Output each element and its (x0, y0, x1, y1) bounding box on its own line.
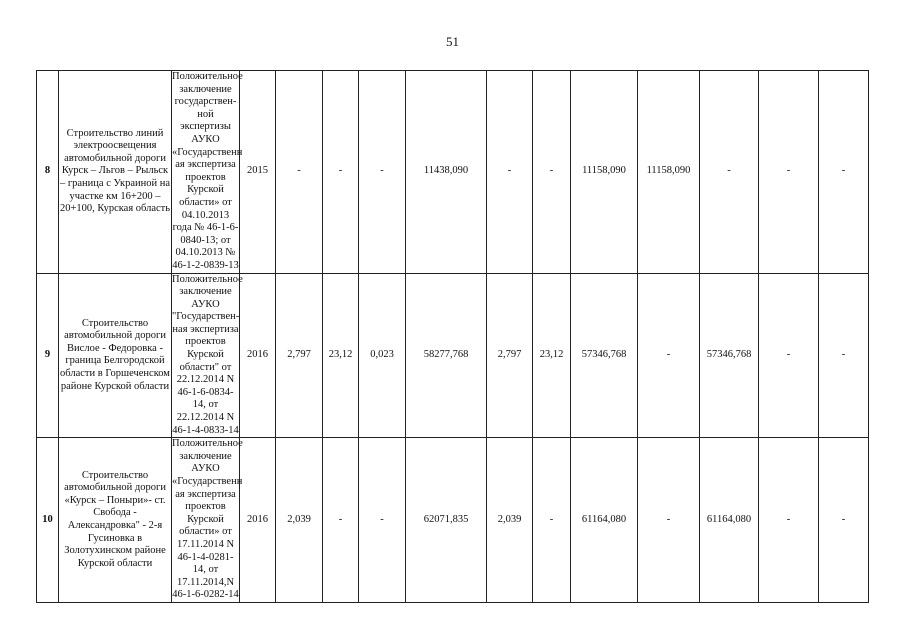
expertise-conclusion: Положительное заключение государствен-ной экспертизы АУКО «Государственн ая экспертиза проектов Курской области» от 04.10.2013 года № 46-1-6-0840-13; от 04.10.2013 № 46-1-2-0839-13 (172, 71, 240, 274)
table-row (37, 71, 869, 274)
value-cell: - (276, 71, 323, 274)
page-number: 51 (446, 34, 459, 49)
value-cell: 11158,090 (638, 71, 700, 274)
value-cell: 23,12 (323, 273, 359, 438)
value-cell: 2,797 (276, 273, 323, 438)
value-cell: - (533, 438, 571, 603)
object-name: Строительство автомобильной дороги Вислое - Федоровка - граница Белгородской области в Горшеченском районе Курской области (59, 273, 172, 438)
object-name: Строительство линий электроосвещения автомобильной дороги Курск – Льгов – Рыльск – граница с Украиной на участке км 16+200 – 20+100, Курская область (59, 71, 172, 274)
table-row (37, 438, 869, 603)
value-cell: - (759, 273, 819, 438)
year-cell: 2015 (240, 71, 276, 274)
data-table (36, 70, 869, 603)
value-cell: - (359, 71, 406, 274)
value-cell: - (759, 438, 819, 603)
value-cell: - (323, 71, 359, 274)
value-cell: 61164,080 (700, 438, 759, 603)
year-cell: 2016 (240, 438, 276, 603)
value-cell: 2,039 (276, 438, 323, 603)
value-cell: - (759, 71, 819, 274)
value-cell: - (487, 71, 533, 274)
value-cell: 11438,090 (406, 71, 487, 274)
value-cell: 23,12 (533, 273, 571, 438)
value-cell: 11158,090 (571, 71, 638, 274)
value-cell: - (638, 438, 700, 603)
value-cell: 0,023 (359, 273, 406, 438)
value-cell: 57346,768 (571, 273, 638, 438)
value-cell: - (819, 71, 869, 274)
value-cell: - (819, 273, 869, 438)
row-number: 8 (37, 71, 59, 274)
expertise-conclusion: Положительное заключение АУКО "Государствен-ная экспертиза проектов Курской области" от 22.12.2014 N 46-1-6-0834-14, от 22.12.2014 N 46-1-4-0833-14 (172, 273, 240, 438)
value-cell: 62071,835 (406, 438, 487, 603)
value-cell: - (638, 273, 700, 438)
table-row (37, 273, 869, 438)
value-cell: - (700, 71, 759, 274)
row-number: 10 (37, 438, 59, 603)
year-cell: 2016 (240, 273, 276, 438)
value-cell: 61164,080 (571, 438, 638, 603)
value-cell: - (323, 438, 359, 603)
expertise-conclusion: Положительное заключение АУКО «Государственн ая экспертиза проектов Курской области» от 17.11.2014 N 46-1-4-0281-14, от 17.11.2014,N 46-1-6-0282-14 (172, 438, 240, 603)
value-cell: - (359, 438, 406, 603)
row-number: 9 (37, 273, 59, 438)
value-cell: 2,039 (487, 438, 533, 603)
value-cell: 2,797 (487, 273, 533, 438)
value-cell: 57346,768 (700, 273, 759, 438)
object-name: Строительство автомобильной дороги «Курск – Поныри»- ст. Свобода - Александровка" - 2-я Гусиновка в Золотухинском районе Курской области (59, 438, 172, 603)
value-cell: - (533, 71, 571, 274)
value-cell: - (819, 438, 869, 603)
value-cell: 58277,768 (406, 273, 487, 438)
